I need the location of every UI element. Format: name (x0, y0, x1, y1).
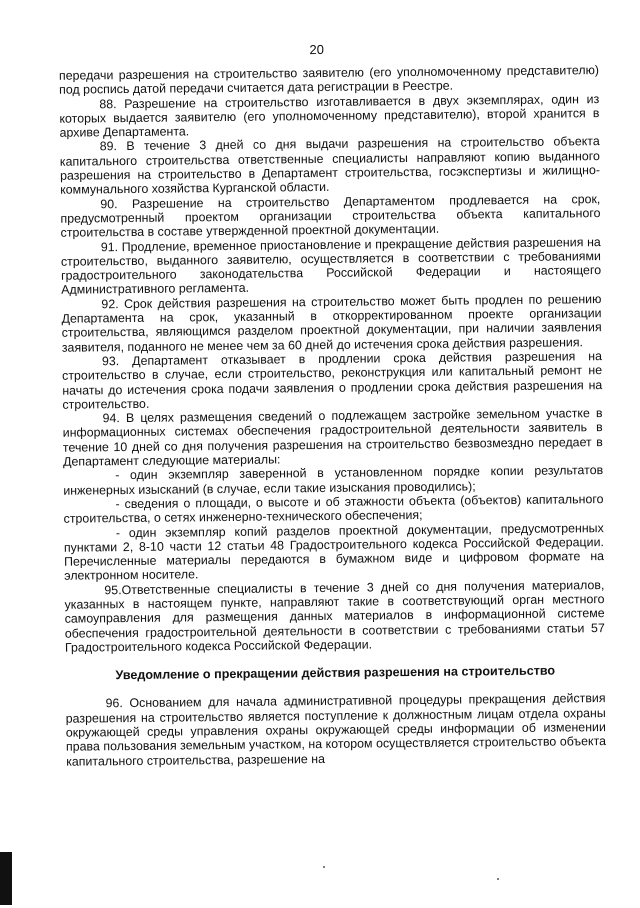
page-number: 20 (309, 41, 325, 58)
document-body (59, 63, 606, 769)
paragraph-94: 94. В целях размещения сведений о подлежащем застройке земельном участке в информационных системах обеспечения градостроительной деятельности заявитель в течение 10 дней со дня получения разрешения на строительство безвозмездно передает в Департамент следующие материалы: (62, 406, 603, 469)
paragraph-91: 91. Продление, временное приостановление и прекращение действия разрешения на строительство, выданного заявителю, осуществляется в соответствии с требованиями градостроительного законодательства Российской Федерации и настоящего Административного регламента. (60, 234, 602, 298)
paragraph-95: 95.Ответственные специалисты в течение 3 дней со дня получения материалов, указанных в настоящем пункте, направляют такие в соответствующий орган местного самоуправления для размещения данных материалов в информационной системе обеспечения градостроительной деятельности в соответствии с требованиями статьи 57 Градостроительного кодекса Российской Федерации. (64, 577, 605, 655)
paragraph-96: 96. Основанием для начала административной процедуры прекращения действия разрешения на строительство является поступление к должностным лицам отдела охраны окружающей среды управления охраны окружающей среды информации об изменении права пользования земельным участком, на котором осуществляется строительство объекта капитального строительства, разрешение на (65, 691, 607, 769)
scan-speck (497, 878, 499, 880)
list-item-project-docs: - один экземпляр копий разделов проектной документации, предусмотренных пунктами 2, 8-10 части 12 статьи 48 Градостроительного кодекса Российской Федерации. Перечисленные материалы передаются в бумажном виде и цифровом формате на электронном носителе. (63, 520, 605, 584)
scan-edge-mark (0, 852, 12, 905)
paragraph-89: 89. В течение 3 дней со дня выдачи разрешения на строительство объекта капитального строительства ответственные специалисты направляют копию выданного разрешения на строительство в Департамент строительства, госэкспертизы и жилищно-коммунального хозяйства Курганской области. (59, 134, 601, 198)
section-heading: Уведомление о прекращении действия разрешения на строительство (115, 663, 556, 683)
paragraph-93: 93. Департамент отказывает в продлении срока действия разрешения на строительство в случае, если строительство, реконструкция или капитальный ремонт не начаты до истечения срока подачи заявления о продлении срока действия разрешения на строительство. (62, 348, 603, 412)
paragraph-90: 90. Разрешение на строительство Департаментом продлевается на срок, предусмотренный проектом организации строительства объекта капитального строительства в составе утвержденной проектной документации. (60, 191, 601, 240)
paragraph-92: 92. Срок действия разрешения на строительство может быть продлен по решению Департамента на срок, указанный в откорректированном проекте организации строительства, являющимся разделом проектной документации, при наличии заявления заявителя, поданного не менее чем за 60 дней до истечения срока действия разрешения. (61, 291, 602, 355)
list-item-survey-copy: - один экземпляр заверенной в установленном порядке копии результатов инженерных изысканий (в случае, если такие изыскания проводились); (63, 463, 604, 498)
paragraph-88: 88. Разрешение на строительство изготавливается в двух экземплярах, один из которых выдается заявителю (его уполномоченному представителю), второй хранится в архиве Департамента. (59, 91, 600, 140)
list-item-area-height: - сведения о площади, о высоте и об этажности объекта (объектов) капитального строительства, о сетях инженерно-технического обеспечения; (63, 491, 604, 526)
paragraph-continuation: передачи разрешения на строительство заявителю (его уполномоченному представителю) под роспись датой передачи считается дата регистрации в Реестре. (58, 63, 600, 98)
scan-speck (323, 866, 325, 868)
